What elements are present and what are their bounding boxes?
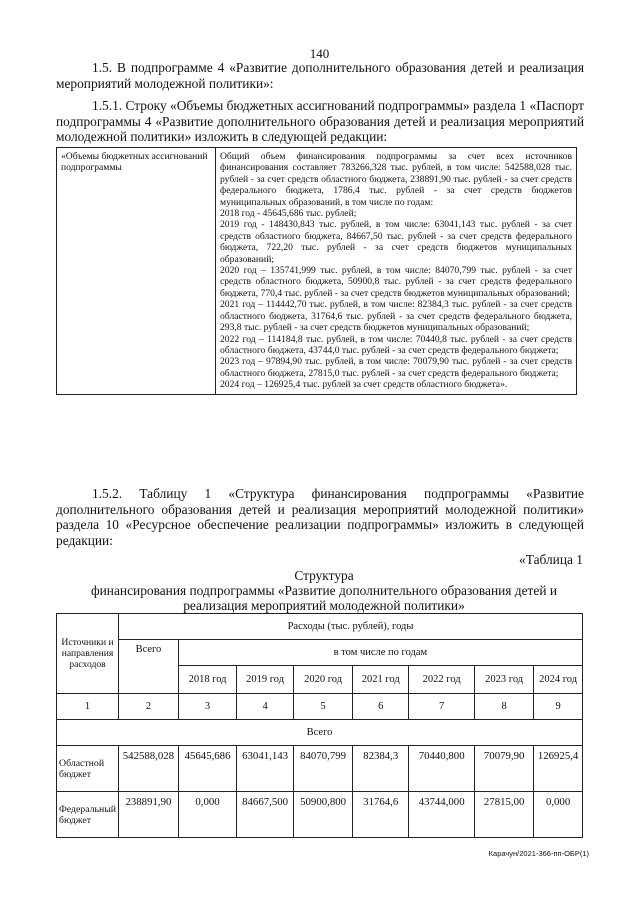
passport-line: 2023 год – 97894,90 тыс. рублей, в том числе: 70079,90 тыс. рублей - за счет средств областного бюджета, 27815,0 тыс. рублей - за счет средств федерального бюджета;: [220, 356, 572, 379]
column-number: 1: [57, 694, 119, 720]
footer-document-code: Карачун/2021-366-пп-ОБР(1): [488, 849, 589, 858]
column-number: 9: [534, 694, 583, 720]
table-row: [57, 746, 583, 792]
header-expenses: Расходы (тыс. рублей), годы: [119, 614, 583, 640]
header-year: 2022 год: [409, 666, 475, 694]
table-title-line-2: финансирования подпрограммы «Развитие дополнительного образования детей и реализация мероприятий молодежной политики»: [90, 583, 558, 613]
page-number: 140: [309, 46, 330, 61]
passport-table: [56, 147, 577, 395]
passport-line: 2020 год – 135741,999 тыс. рублей, в том числе: 84070,799 тыс. рублей - за счет средств областного бюджета, 50900,8 тыс. рублей - за счет средств федерального бюджета, 770,4 тыс. рублей - за счет средств бюджетов муниципальных образований;: [220, 265, 572, 299]
passport-line: 2024 год – 126925,4 тыс. рублей за счет средств областного бюджета».: [220, 379, 508, 391]
paragraph-1-5: 1.5. В подпрограмме 4 «Развитие дополнительного образования детей и реализация мероприятий молодежной политики»:: [56, 60, 584, 91]
row-value: 0,000: [178, 792, 236, 838]
financing-table: [56, 613, 583, 838]
row-value: 84070,799: [293, 746, 352, 792]
row-value: 63041,143: [237, 746, 294, 792]
row-label: Федеральный бюджет: [57, 792, 119, 838]
column-number: 5: [293, 694, 352, 720]
column-number: 6: [353, 694, 409, 720]
row-label: Областной бюджет: [57, 746, 119, 792]
column-number: 4: [237, 694, 294, 720]
passport-line: 2022 год – 114184,8 тыс. рублей, в том числе: 70440,8 тыс. рублей - за счет средств областного бюджета, 43744,0 тыс. рублей - за счет средств федерального бюджета;: [220, 333, 572, 356]
paragraph-1-5-2: 1.5.2. Таблицу 1 «Структура финансирования подпрограммы «Развитие дополнительного образования детей и реализация мероприятий молодежной политики» раздела 10 «Ресурсное обеспечение реализации подпрограммы» изложить в следующей редакции:: [56, 486, 584, 548]
column-number: 8: [475, 694, 534, 720]
header-sources: Источники и направления расходов: [57, 614, 119, 694]
row-value: 542588,028: [119, 746, 179, 792]
passport-line: 2021 год – 114442,70 тыс. рублей, в том числе: 82384,3 тыс. рублей - за счет средств областного бюджета, 31764,6 тыс. рублей - за счет средств федерального бюджета, 293,8 тыс. рублей - за счет средств бюджетов муниципальных образований;: [220, 299, 572, 334]
paragraph-1-5-1: 1.5.1. Строку «Объемы бюджетных ассигнований подпрограммы» раздела 1 «Паспорт подпрограммы 4 «Развитие дополнительного образования детей и реализация мероприятий молодежной политики» изложить в следующей редакции:: [56, 98, 584, 144]
passport-left-cell: «Объемы бюджетных ассигнований подпрограммы: [57, 148, 216, 395]
passport-line: 2019 год - 148430,843 тыс. рублей, в том числе: 63041,143 тыс. рублей - за счет средств областного бюджета, 84667,50 тыс. рублей - за счет средств федерального бюджета, 722,20 тыс. рублей - за счет средств бюджетов муниципальных образований;: [220, 219, 572, 265]
row-value: 31764,6: [353, 792, 409, 838]
passport-line: Общий объем финансирования подпрограммы за счет всех источников финансирования составляет 783266,328 тыс. рублей, в том числе: 542588,028 тыс. рублей - за счет средств областного бюджета, 238891,90 тыс. рублей - за счет средств федерального бюджета, 1786,4 тыс. рублей - за счет средств бюджетов муниципальных образований, в том числе по годам:: [220, 151, 572, 208]
header-by-years: в том числе по годам: [178, 640, 582, 666]
row-value: 45645,686: [178, 746, 236, 792]
table-caption: «Таблица 1: [519, 552, 583, 567]
header-year: 2019 год: [237, 666, 294, 694]
column-number: 7: [409, 694, 475, 720]
row-value: 82384,3: [353, 746, 409, 792]
row-value: 0,000: [534, 792, 583, 838]
header-total: Всего: [119, 640, 179, 694]
row-value: 70440,800: [409, 746, 475, 792]
passport-right-cell: [216, 148, 577, 395]
header-year: 2024 год: [534, 666, 583, 694]
row-value: 84667,500: [237, 792, 294, 838]
row-value: 126925,4: [534, 746, 583, 792]
row-value: 238891,90: [119, 792, 179, 838]
section-total-row: Всего: [57, 720, 583, 746]
header-year: 2018 год: [178, 666, 236, 694]
row-value: 70079,90: [475, 746, 534, 792]
passport-line: 2018 год - 45645,686 тыс. рублей;: [220, 208, 357, 220]
row-value: 50900,800: [293, 792, 352, 838]
row-value: 43744,000: [409, 792, 475, 838]
table-row: [57, 792, 583, 838]
header-year: 2023 год: [475, 666, 534, 694]
row-value: 27815,00: [475, 792, 534, 838]
column-number: 2: [119, 694, 179, 720]
header-year: 2021 год: [353, 666, 409, 694]
column-number: 3: [178, 694, 236, 720]
header-year: 2020 год: [293, 666, 352, 694]
table-title-line-1: Структура: [294, 568, 354, 583]
